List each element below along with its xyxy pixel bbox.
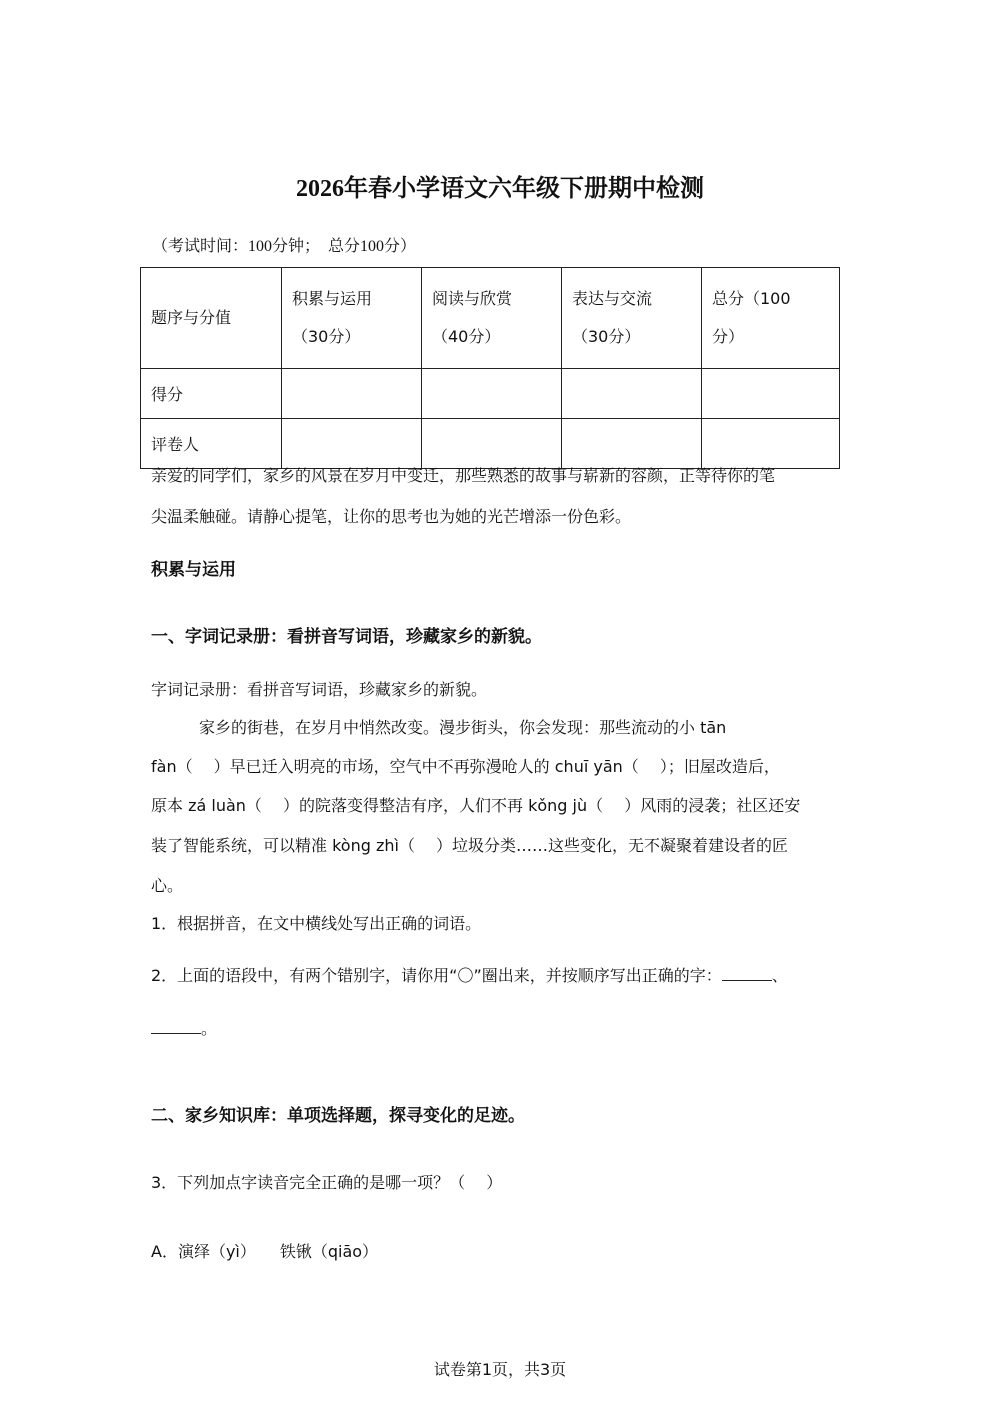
score-table-header-col: 积累与运用 （30分） <box>282 268 422 369</box>
passage-line-3: 原本 zá luàn（ ）的院落变得整洁有序，人们不再 kǒng jù（ ）风雨的浸袭；社区还安 <box>151 796 801 815</box>
question-3: 3．下列加点字读音完全正确的是哪一项？（ ） <box>151 1173 503 1192</box>
grader-row-label: 评卷人 <box>141 419 282 469</box>
score-table-header-col: 阅读与欣赏 （40分） <box>422 268 562 369</box>
answer-blank-1[interactable] <box>722 966 772 981</box>
score-table-header-col: 总分（100 分） <box>702 268 840 369</box>
section-heading: 积累与运用 <box>151 560 236 580</box>
passage-line-4: 装了智能系统，可以精准 kòng zhì（ ）垃圾分类……这些变化，无不凝聚着建设者的匠 <box>151 836 789 855</box>
score-cell[interactable] <box>562 369 702 419</box>
question-2: 2．上面的语段中，有两个错别字，请你用“〇”圈出来，并按顺序写出正确的字： 、 <box>151 966 788 985</box>
answer-blank-2[interactable] <box>151 1019 201 1034</box>
intro-line-2: 尖温柔触碰。请静心提笔，让你的思考也为她的光芒增添一份色彩。 <box>151 507 632 526</box>
score-table-header-row <box>141 268 840 369</box>
score-table-row-score <box>141 369 840 419</box>
page-title: 2026年春小学语文六年级下册期中检测 <box>296 176 704 202</box>
part2-title: 二、家乡知识库：单项选择题，探寻变化的足迹。 <box>151 1106 525 1126</box>
intro-line-1: 亲爱的同学们，家乡的风景在岁月中变迁，那些熟悉的故事与崭新的容颜，正等待你的笔 <box>151 466 776 485</box>
question-2-continued: 。 <box>151 1016 217 1039</box>
part1-subtitle: 字词记录册：看拼音写词语，珍藏家乡的新貌。 <box>151 680 488 699</box>
score-cell[interactable] <box>282 369 422 419</box>
exam-info: （考试时间：100分钟； 总分100分） <box>152 238 417 255</box>
page-footer: 试卷第1页，共3页 <box>433 1360 567 1379</box>
score-table-row-grader <box>141 419 840 469</box>
passage-line-2: fàn（ ）早已迁入明亮的市场，空气中不再弥漫呛人的 chuī yān（ ）；旧屋改造后， <box>151 757 780 776</box>
grader-cell[interactable] <box>422 419 562 469</box>
question-1: 1．根据拼音，在文中横线处写出正确的词语。 <box>151 914 482 933</box>
option-a: A．演绎（yì） 铁锹（qiāo） <box>151 1242 379 1261</box>
score-cell[interactable] <box>702 369 840 419</box>
passage-line-5: 心。 <box>151 876 184 895</box>
grader-cell[interactable] <box>282 419 422 469</box>
score-table-header-first: 题序与分值 <box>141 268 282 369</box>
score-table <box>140 267 840 469</box>
part1-title: 一、字词记录册：看拼音写词语，珍藏家乡的新貌。 <box>151 627 542 647</box>
score-table-header-col: 表达与交流 （30分） <box>562 268 702 369</box>
passage-line-1: 家乡的街巷，在岁月中悄然改变。漫步街头，你会发现：那些流动的小 tān <box>199 718 727 737</box>
score-cell[interactable] <box>422 369 562 419</box>
score-row-label: 得分 <box>141 369 282 419</box>
grader-cell[interactable] <box>562 419 702 469</box>
grader-cell[interactable] <box>702 419 840 469</box>
